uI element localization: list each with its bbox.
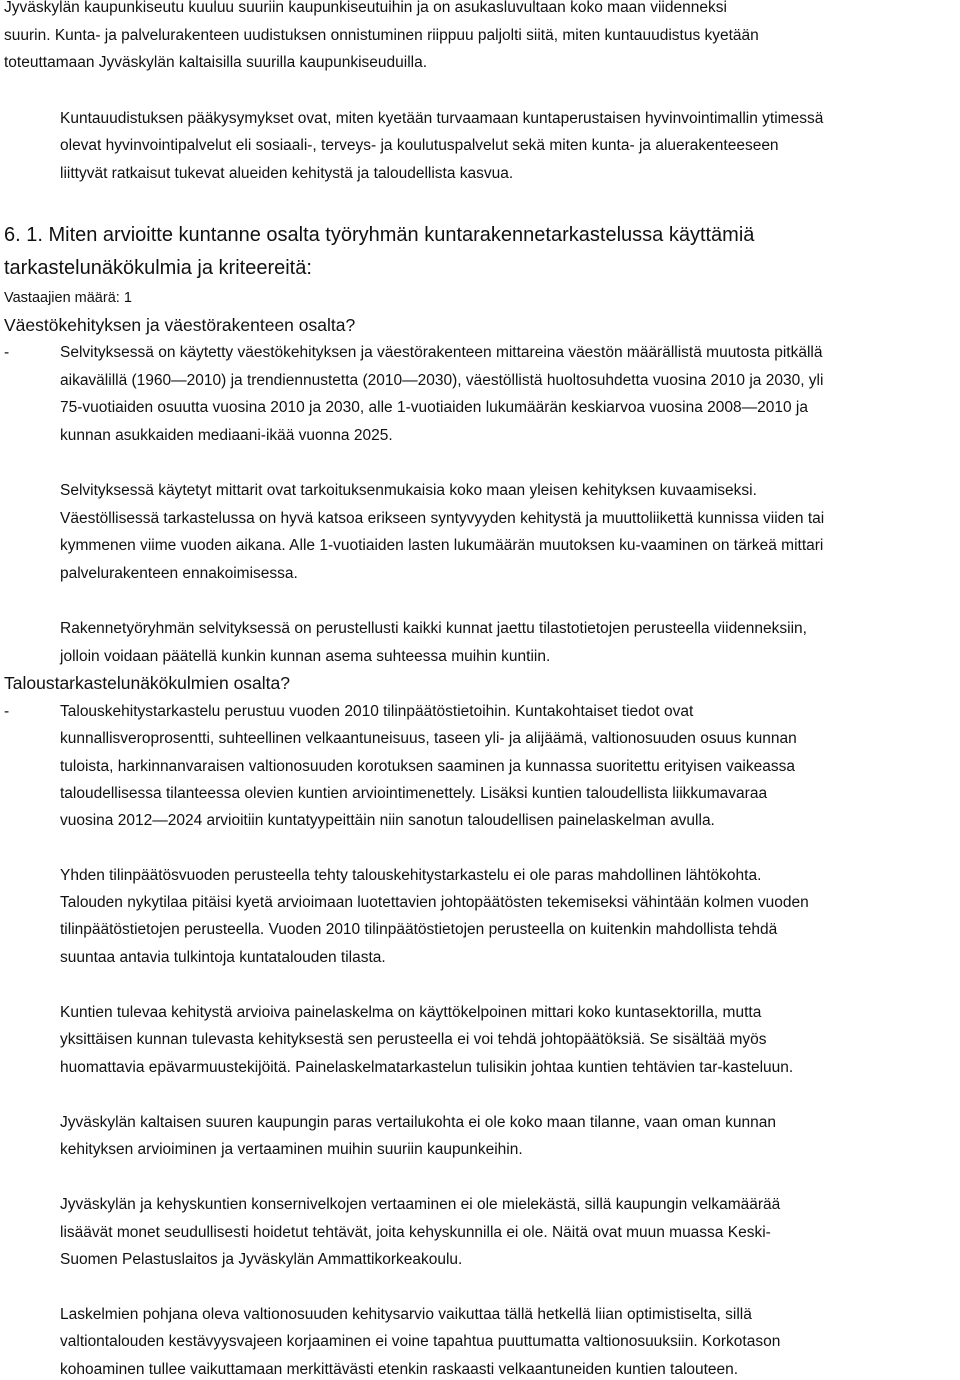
- population-p1-line-3: 75-vuotiaiden osuutta vuosina 2010 ja 2030, alle 1-vuotiaiden lukumäärän keskiarvoa vuosina 2008—2010 ja: [60, 399, 808, 416]
- population-p2-line-1: Selvityksessä käytetyt mittarit ovat tarkoituksenmukaisia koko maan yleisen kehityksen kuvaamiseksi.: [60, 482, 757, 499]
- economy-p1-line-5: vuosina 2012—2024 arvioitiin kuntatyypeittäin niin sanotun taloudellisen painelaskelman avulla.: [60, 812, 715, 829]
- economy-p2-line-2: Talouden nykytilaa pitäisi kyetä arvioimaan luotettavien johtopäätösten tekemiseksi vähintään kolmen vuoden: [60, 894, 809, 911]
- intro-line-3: toteuttamaan Jyväskylän kaltaisilla suurilla kaupunkiseuduilla.: [4, 54, 428, 71]
- economy-p4-line-2: kehityksen arvioiminen ja vertaaminen muihin suuriin kaupunkeihin.: [60, 1141, 523, 1158]
- intro-line-2: suurin. Kunta- ja palvelurakenteen uudistuksen onnistuminen riippuu paljolti siitä, miten kuntauudistus kyetään: [4, 27, 759, 44]
- economy-p5-line-2: lisäävät monet seudullisesti hoidetut tehtävät, joita kehyskunnilla ei ole. Näitä ovat muun muassa Keski-: [60, 1224, 771, 1241]
- economy-p2-line-1: Yhden tilinpäätösvuoden perusteella tehty talouskehitystarkastelu ei ole paras mahdollinen lähtökohta.: [60, 867, 762, 884]
- questions-line-1: Kuntauudistuksen pääkysymykset ovat, miten kyetään turvaamaan kuntaperustaisen hyvinvointimallin ytimessä: [60, 110, 824, 127]
- intro-line-1: Jyväskylän kaupunkiseutu kuuluu suuriin kaupunkiseutuihin ja on asukasluvultaan koko maan viidenneksi: [4, 0, 727, 16]
- economy-p1-line-1: Talouskehitystarkastelu perustuu vuoden 2010 tilinpäätöstietoihin. Kuntakohtaiset tiedot ovat: [60, 703, 694, 720]
- population-p2-line-3: kymmenen viime vuoden aikana. Alle 1-vuotiaiden lasten lukumäärän muutoksen ku-vaaminen on tärkeä mittari: [60, 537, 824, 554]
- economy-p3-line-3: huomattavia epävarmuustekijöitä. Painelaskelmatarkastelun tulisikin johtaa kuntien tehtävien tar-kasteluun.: [60, 1059, 794, 1076]
- question-heading-line-1: 6. 1. Miten arvioitte kuntanne osalta työryhmän kuntarakennetarkastelussa käyttämiä: [4, 224, 755, 246]
- population-bullet-dash: -: [4, 344, 10, 361]
- population-p1-line-4: kunnan asukkaiden mediaani-ikää vuonna 2025.: [60, 427, 393, 444]
- economy-p6-line-1: Laskelmien pohjana oleva valtionosuuden kehitysarvio vaikuttaa tällä hetkellä liian optimistiselta, sillä: [60, 1306, 752, 1323]
- economy-p6-line-2: valtiontalouden kestävyysvajeen korjaaminen ei voine tapahtua puuttumatta valtionosuuksiin. Korkotason: [60, 1333, 781, 1350]
- economy-p1-line-3: tuloista, harkinnanvaraisen valtionosuuden korotuksen saaminen ja kunnassa suoritettu erityisen vaikeassa: [60, 758, 795, 775]
- respondent-count: Vastaajien määrä: 1: [4, 290, 132, 306]
- economy-p6-line-3: kohoaminen tullee vaikuttamaan merkittävästi etenkin raskaasti velkaantuneiden kuntien talouteen.: [60, 1361, 739, 1378]
- economy-p5-line-1: Jyväskylän ja kehyskuntien konsernivelkojen vertaaminen ei ole mielekästä, sillä kaupungin velkamäärää: [60, 1196, 781, 1213]
- economy-p3-line-1: Kuntien tulevaa kehitystä arvioiva painelaskelma on käyttökelpoinen mittari koko kuntasektorilla, mutta: [60, 1004, 762, 1021]
- section-economy-title: Taloustarkastelunäkökulmien osalta?: [4, 673, 290, 693]
- questions-line-2: olevat hyvinvointipalvelut eli sosiaali-, terveys- ja koulutuspalvelut sekä miten kunta- ja aluerakenteeseen: [60, 137, 779, 154]
- economy-p2-line-4: suuntaa antavia tulkintoja kuntatalouden tilasta.: [60, 949, 386, 966]
- economy-p3-line-2: yksittäisen kunnan tulevasta kehityksestä sen perusteella ei voi tehdä johtopäätöksiä. Se sisältää myös: [60, 1031, 767, 1048]
- economy-p5-line-3: Suomen Pelastuslaitos ja Jyväskylän Ammattikorkeakoulu.: [60, 1251, 463, 1268]
- population-p2-line-4: palvelurakenteen ennakoimisessa.: [60, 565, 298, 582]
- population-p1-line-1: Selvityksessä on käytetty väestökehityksen ja väestörakenteen mittareina väestön määrällistä muutosta pitkällä: [60, 344, 823, 361]
- population-p3-line-2: jolloin voidaan päätellä kunkin kunnan asema suhteessa muihin kuntiin.: [60, 648, 551, 665]
- economy-p1-line-4: taloudellisessa tilanteessa olevien kuntien arviointimenettely. Lisäksi kuntien taloudellista liikkumavaraa: [60, 785, 768, 802]
- economy-p1-line-2: kunnallisveroprosentti, suhteellinen velkaantuneisuus, taseen yli- ja alijäämä, valtionosuuden osuus kunnan: [60, 730, 797, 747]
- economy-p2-line-3: tilinpäätöstietojen perusteella. Vuoden 2010 tilinpäätöstietojen perusteella on kuitenkin mahdollista tehdä: [60, 921, 778, 938]
- population-p1-line-2: aikavälillä (1960—2010) ja trendiennustetta (2010—2030), väestöllistä huoltosuhdetta vuosina 2010 ja 2030, yli: [60, 372, 824, 389]
- population-p2-line-2: Väestöllisessä tarkastelussa on hyvä katsoa erikseen syntyvyyden kehitystä ja muuttoliikettä kunnissa viiden tai: [60, 510, 825, 527]
- economy-p4-line-1: Jyväskylän kaltaisen suuren kaupungin paras vertailukohta ei ole koko maan tilanne, vaan oman kunnan: [60, 1114, 777, 1131]
- economy-bullet-dash: -: [4, 703, 10, 720]
- question-heading-line-2: tarkastelunäkökulmia ja kriteereitä:: [4, 257, 312, 279]
- population-p3-line-1: Rakennetyöryhmän selvityksessä on perustellusti kaikki kunnat jaettu tilastotietojen perusteella viidenneksiin,: [60, 620, 807, 637]
- section-population-title: Väestökehityksen ja väestörakenteen osalta?: [4, 315, 356, 335]
- questions-line-3: liittyvät ratkaisut tukevat alueiden kehitystä ja taloudellista kasvua.: [60, 165, 514, 182]
